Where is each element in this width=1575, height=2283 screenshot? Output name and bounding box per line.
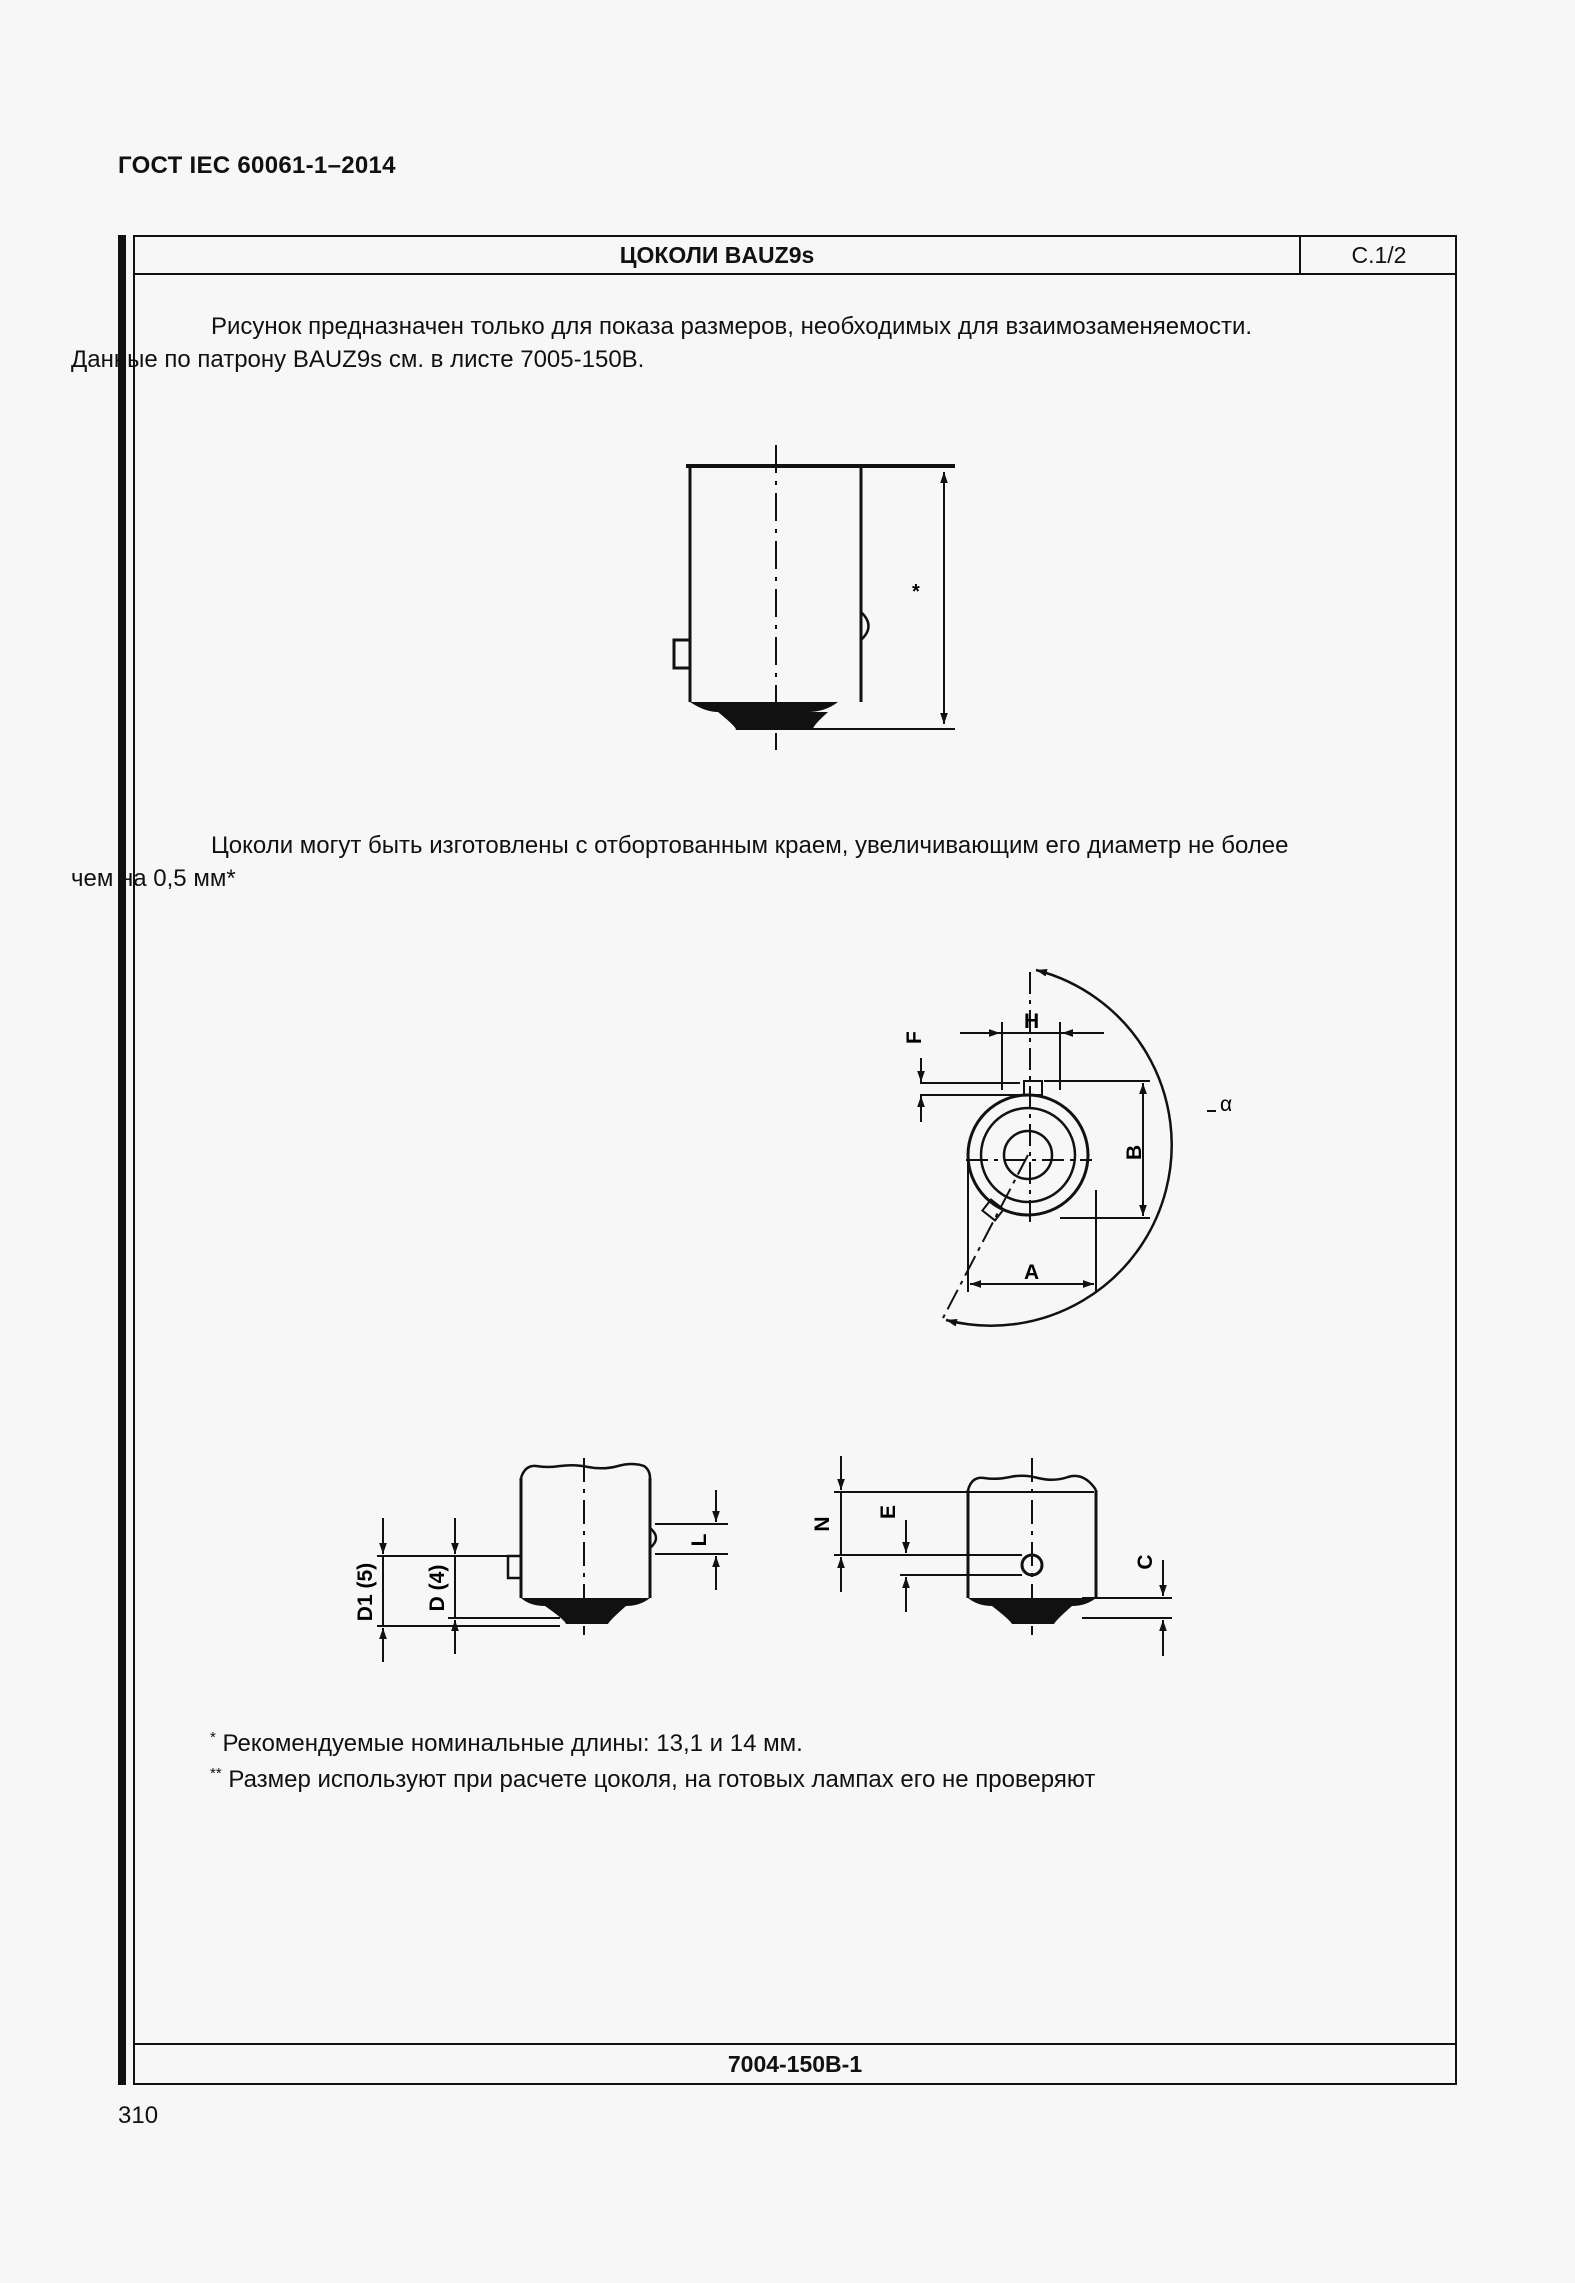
flange-line-1: Цоколи могут быть изготовлены с отбортованным краем, увеличивающим его диаметр не более (211, 832, 1289, 859)
D-label: D (4) (426, 1564, 449, 1612)
side-view-n-drawing (834, 1456, 1172, 1656)
C-label: C (1134, 1554, 1157, 1570)
contact-plate (521, 1598, 650, 1606)
footnote-2-mark: ** (210, 1765, 222, 1782)
intro-line-2: Данные по патрону BAUZ9s см. в листе 7005-150B. (71, 346, 645, 373)
E-label: E (877, 1504, 900, 1520)
page-number: 310 (118, 2102, 159, 2129)
B-label: B (1123, 1144, 1146, 1160)
A-label: A (1024, 1261, 1040, 1284)
top-pin (1024, 1081, 1042, 1095)
F-label: F (903, 1031, 926, 1044)
cap-break-line (521, 1464, 650, 1478)
footnote-1-text: Рекомендуемые номинальные длины: 13,1 и 14 мм. (215, 1730, 803, 1757)
solder-contact (545, 1606, 626, 1624)
length-star-label: * (912, 581, 920, 603)
N-label: N (811, 1516, 834, 1532)
L-label: L (688, 1533, 711, 1547)
intro-line-1: Рисунок предназначен только для показа размеров, необходимых для взаимозаменяемости. (211, 313, 1253, 340)
solder-contact (718, 712, 828, 730)
sheet-title: ЦОКОЛИ BAUZ9s (619, 242, 815, 268)
flange-line-2: чем на 0,5 мм* (71, 865, 236, 892)
side-view-d-drawing (377, 1458, 728, 1662)
end-view-drawing (920, 970, 1216, 1326)
footnote-2-text: Размер используют при расчете цоколя, на готовых лампах его не проверяют (221, 1766, 1096, 1793)
pin-left (674, 640, 690, 668)
sheet-index: С.1/2 (1299, 237, 1457, 273)
document-code: ГОСТ IEC 60061-1–2014 (118, 152, 396, 179)
angled-centre-line (943, 1155, 1028, 1318)
H-label: H (1024, 1010, 1040, 1033)
D1-label: D1 (5) (354, 1562, 377, 1622)
sheet-code: 7004-150B-1 (727, 2051, 863, 2077)
alpha-label: α (1220, 1093, 1233, 1116)
pin-left (508, 1556, 521, 1578)
contact-plate (690, 702, 838, 712)
footnote-1-mark: * (210, 1729, 216, 1746)
